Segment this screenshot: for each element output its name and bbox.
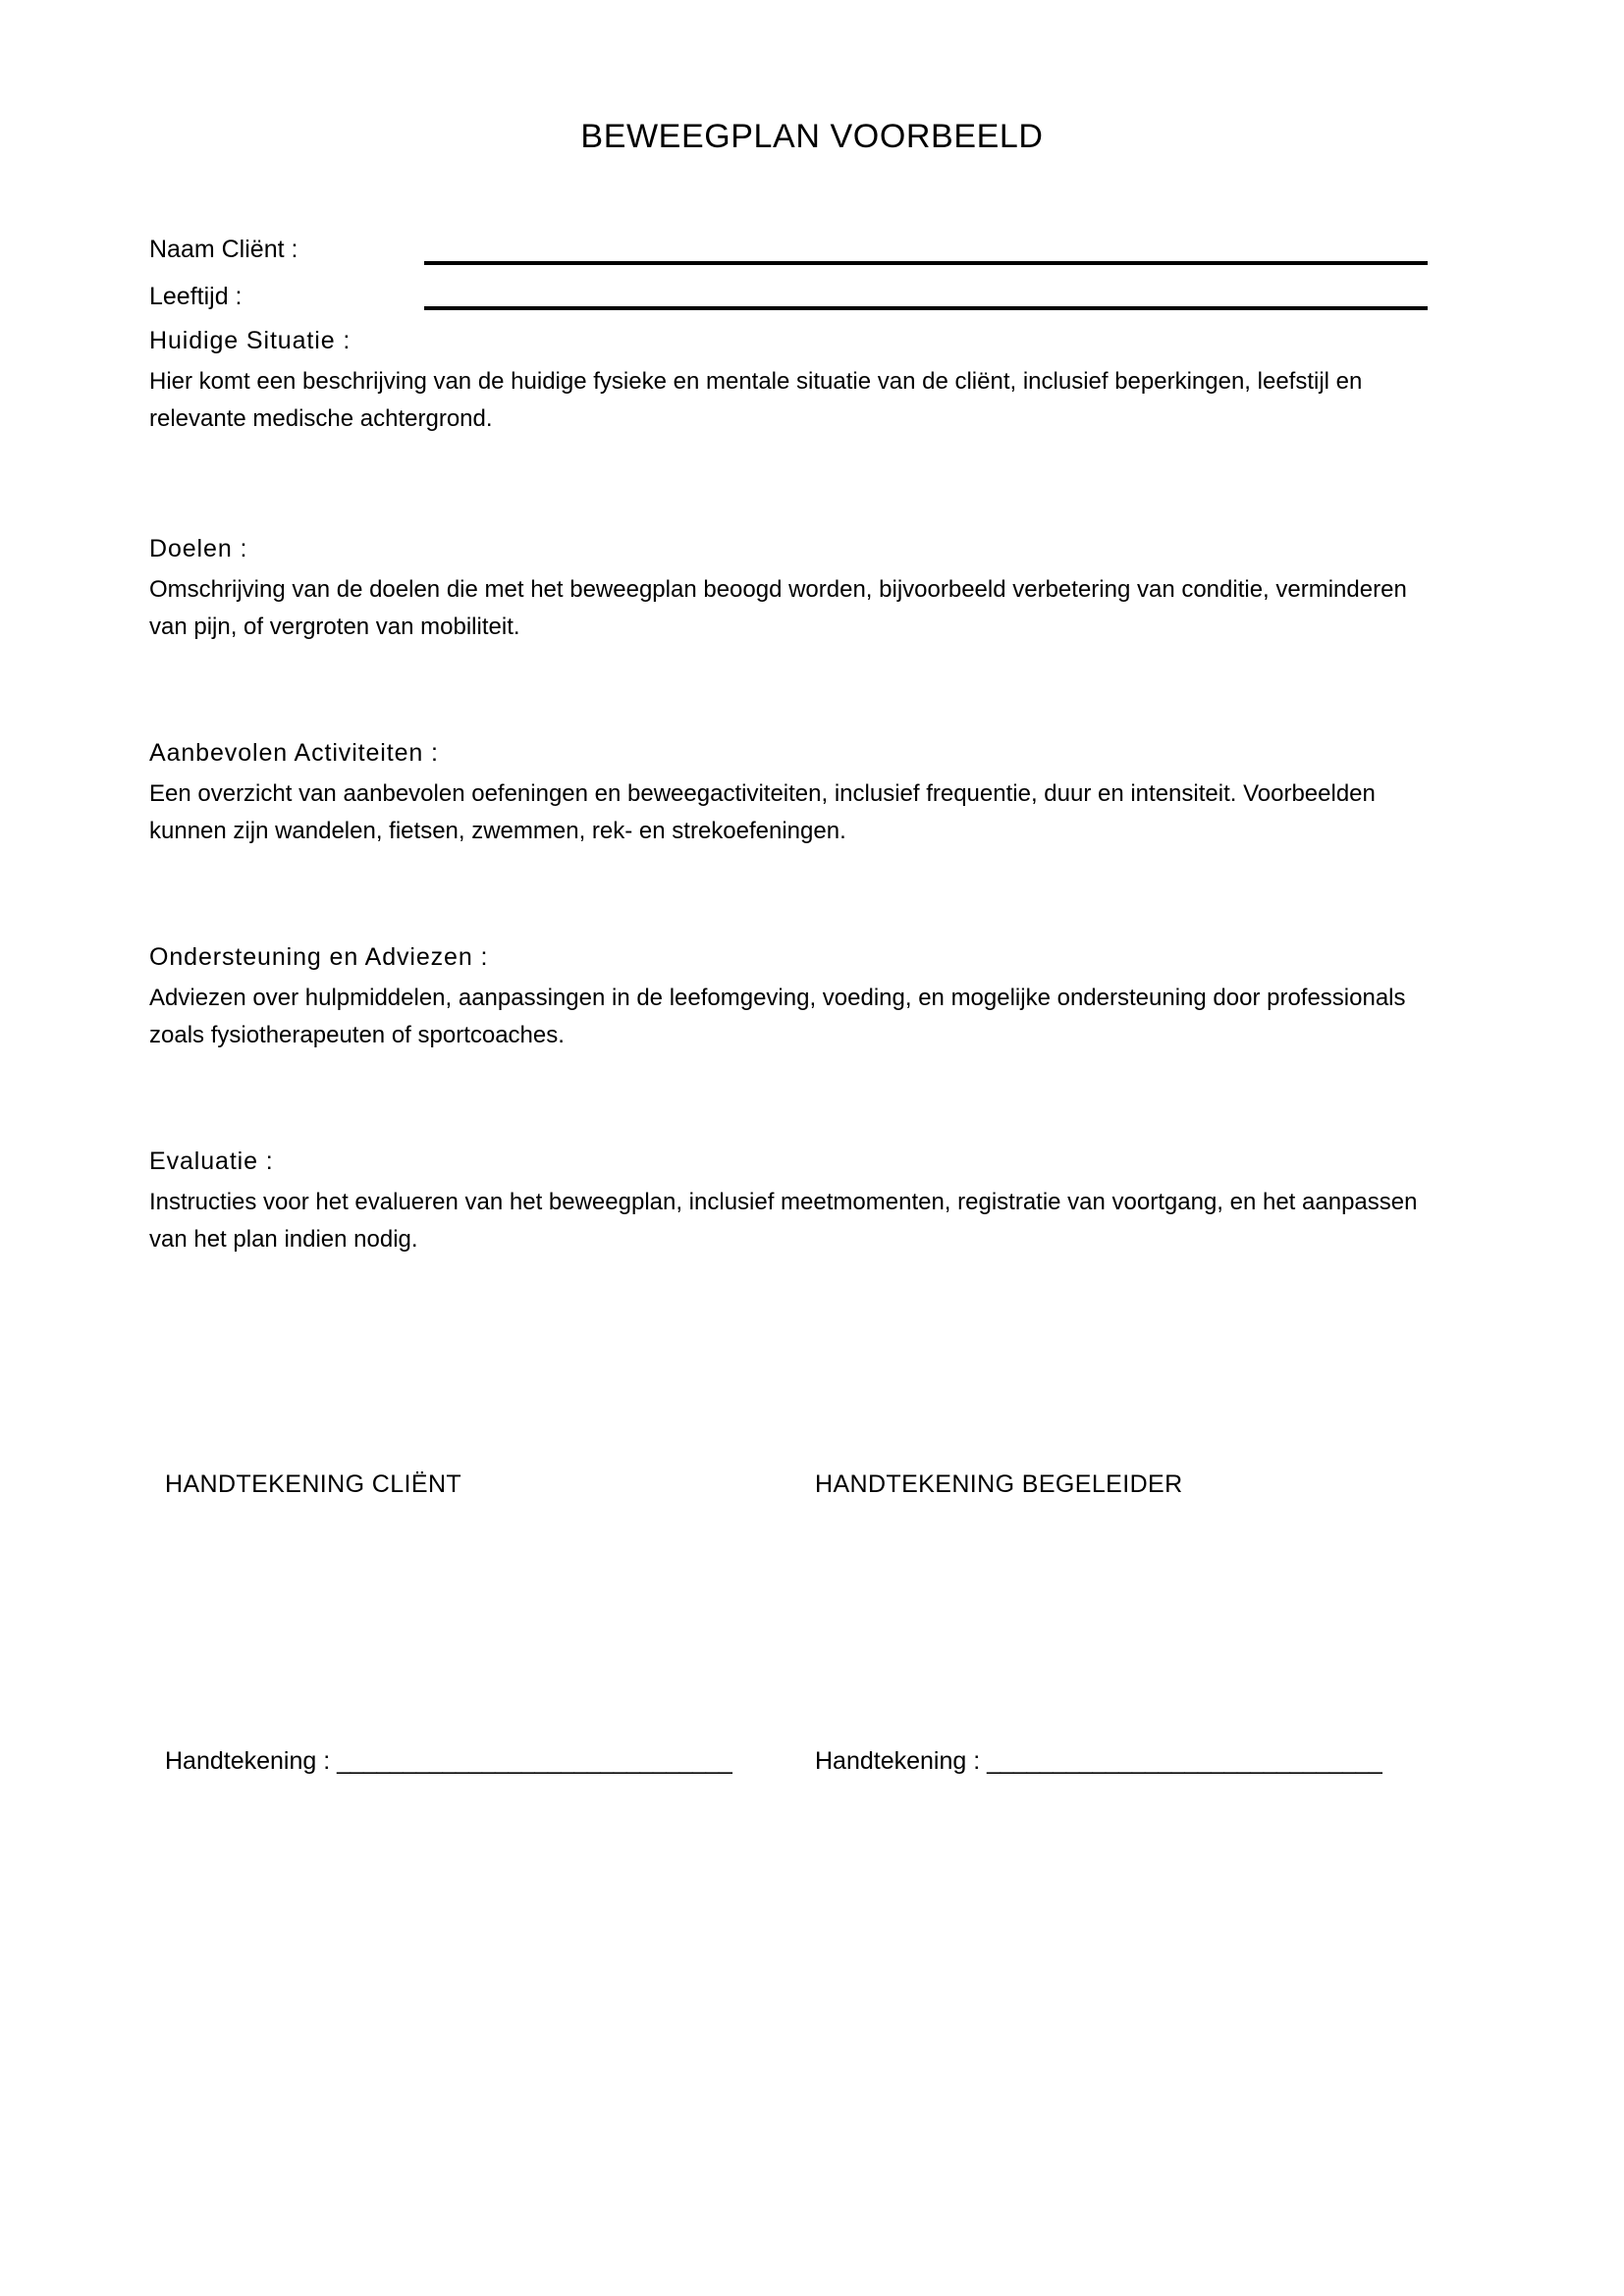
- signature-area: [165, 1468, 1471, 1775]
- section-body-ondersteuning-en-adviezen: Adviezen over hulpmiddelen, aanpassingen in de leefomgeving, voeding, en mogelijke ondersteuning door professionals zoals fysiotherapeuten of sportcoaches.: [149, 985, 1406, 1048]
- signature-line-begeleider-blank[interactable]: ______________________________: [987, 1747, 1382, 1775]
- section-body-evaluatie: Instructies voor het evalueren van het beweegplan, inclusief meetmomenten, registratie van voortgang, en het aanpassen van het plan indien nodig.: [149, 1189, 1418, 1253]
- signature-line-begeleider-label: Handtekening :: [815, 1747, 981, 1775]
- section-spacer: [149, 850, 1435, 940]
- signature-heading-begeleider: HANDTEKENING BEGELEIDER: [815, 1470, 1183, 1498]
- field-rule-naam-client[interactable]: [424, 261, 1428, 265]
- signature-line-client-blank[interactable]: ______________________________: [337, 1747, 732, 1775]
- section-doelen: [149, 532, 1435, 646]
- page-title: BEWEEGPLAN VOORBEELD: [580, 118, 1044, 155]
- signature-lines: [165, 1744, 1471, 1789]
- signature-line-client-label: Handtekening :: [165, 1747, 331, 1775]
- section-body-aanbevolen-activiteiten: Een overzicht van aanbevolen oefeningen en beweegactiviteiten, inclusief frequentie, duur en intensiteit. Voorbeelden kunnen zijn wandelen, fietsen, zwemmen, rek- en strekoefeningen.: [149, 780, 1376, 844]
- section-spacer: [149, 646, 1435, 736]
- section-heading-doelen: Doelen :: [149, 535, 248, 562]
- section-huidige-situatie: [149, 324, 1435, 438]
- field-rule-leeftijd[interactable]: [424, 306, 1428, 310]
- section-heading-evaluatie: Evaluatie :: [149, 1148, 274, 1175]
- section-spacer: [149, 1054, 1435, 1145]
- field-label-naam-client: Naam Cliënt :: [149, 236, 298, 263]
- signature-line-client[interactable]: [165, 1744, 731, 1778]
- section-heading-aanbevolen-activiteiten: Aanbevolen Activiteiten :: [149, 739, 439, 767]
- field-label-leeftijd: Leeftijd :: [149, 283, 243, 310]
- section-heading-ondersteuning-en-adviezen: Ondersteuning en Adviezen :: [149, 943, 489, 971]
- signature-line-begeleider[interactable]: [815, 1744, 1381, 1778]
- section-body-huidige-situatie: Hier komt een beschrijving van de huidige fysieke en mentale situatie van de cliënt, inclusief beperkingen, leefstijl en relevante medische achtergrond.: [149, 368, 1363, 432]
- signature-heading-client: HANDTEKENING CLIËNT: [165, 1470, 462, 1498]
- section-ondersteuning-en-adviezen: [149, 940, 1435, 1054]
- section-evaluatie: [149, 1145, 1435, 1258]
- section-body-doelen: Omschrijving van de doelen die met het beweegplan beoogd worden, bijvoorbeeld verbetering van conditie, verminderen van pijn, of vergroten van mobiliteit.: [149, 576, 1407, 640]
- section-heading-huidige-situatie: Huidige Situatie :: [149, 327, 352, 354]
- section-aanbevolen-activiteiten: [149, 736, 1435, 850]
- field-row-naam-client: [149, 234, 1435, 281]
- signature-headings: [165, 1468, 1471, 1511]
- section-spacer: [149, 438, 1435, 532]
- field-row-leeftijd: [149, 281, 1435, 324]
- document-content: [149, 234, 1435, 1258]
